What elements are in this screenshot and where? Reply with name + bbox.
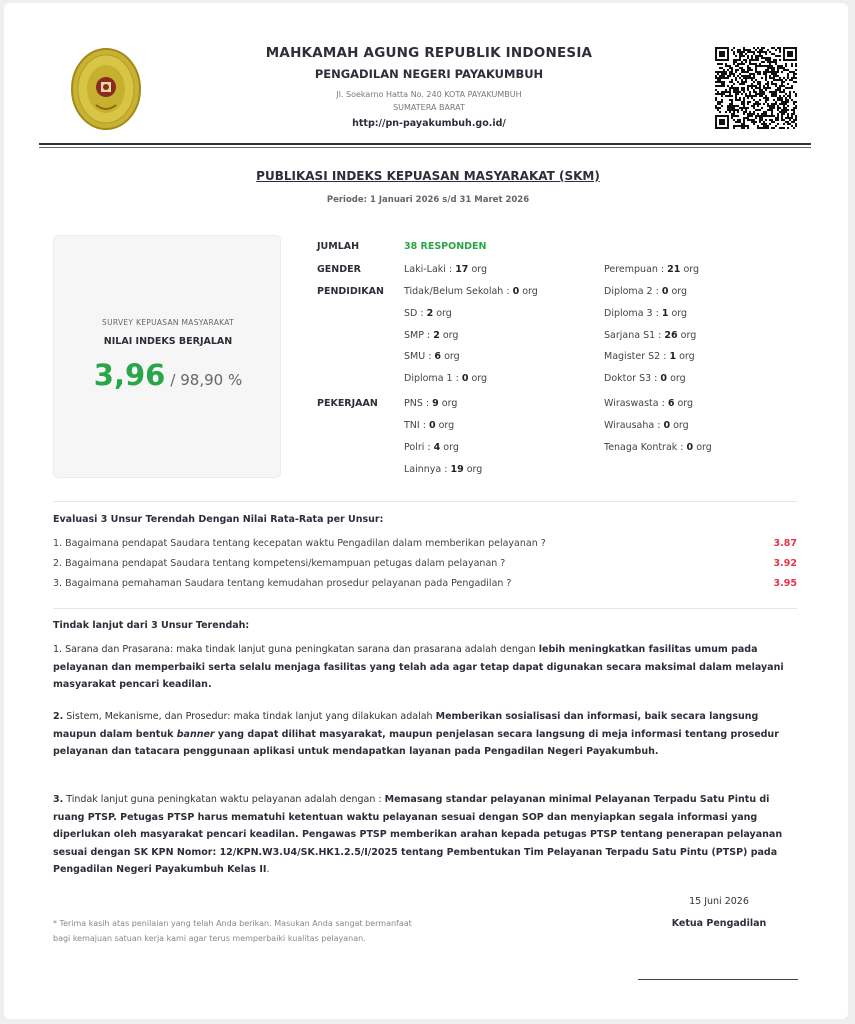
evaluasi-score: 3.87 xyxy=(773,538,797,549)
stat-item: PNS : 9 org xyxy=(404,398,458,409)
stat-item: TNI : 0 org xyxy=(404,420,455,431)
period: Periode: 1 Januari 2026 s/d 31 Maret 2026 xyxy=(326,195,530,205)
card-label: SURVEY KEPUASAN MASYARAKAT xyxy=(102,318,234,327)
header-rule-thin xyxy=(39,147,811,148)
jumlah-label: JUMLAH xyxy=(317,241,360,252)
card-value xyxy=(54,358,282,392)
court-address xyxy=(234,88,624,114)
qr-code-icon xyxy=(715,47,797,129)
stat-item: Perempuan : 21 org xyxy=(604,264,700,275)
court-branch: PENGADILAN NEGERI PAYAKUMBUH xyxy=(314,67,544,81)
stat-item: Laki-Laki : 17 org xyxy=(404,264,488,275)
divider xyxy=(53,608,797,609)
address-line-2: SUMATERA BARAT xyxy=(393,103,465,112)
pendidikan-label: PENDIDIKAN xyxy=(317,286,384,297)
page-title: PUBLIKASI INDEKS KEPUASAN MASYARAKAT (SKM) xyxy=(256,169,600,183)
index-percent: / 98,90 % xyxy=(170,371,243,389)
evaluasi-question: 2. Bagaimana pendapat Saudara tentang kompetensi/kemampuan petugas dalam pelayanan ? xyxy=(53,558,506,569)
stat-item: Magister S2 : 1 org xyxy=(604,351,695,362)
gender-label: GENDER xyxy=(317,264,361,275)
court-url: http://pn-payakumbuh.go.id/ xyxy=(352,118,506,129)
stat-item: Polri : 4 org xyxy=(404,442,459,453)
signature-date: 15 Juni 2026 xyxy=(689,896,749,907)
header-rule xyxy=(39,143,811,145)
evaluasi-score: 3.92 xyxy=(773,558,797,569)
pekerjaan-label: PEKERJAAN xyxy=(317,398,378,409)
stat-item: Doktor S3 : 0 org xyxy=(604,373,686,384)
stat-item: Diploma 1 : 0 org xyxy=(404,373,488,384)
document-page xyxy=(4,3,848,1019)
stat-item: SMU : 6 org xyxy=(404,351,460,362)
evaluasi-score: 3.95 xyxy=(773,578,797,589)
evaluasi-question: 3. Bagaimana pemahaman Saudara tentang kemudahan prosedur pelayanan pada Pengadilan ? xyxy=(53,578,512,589)
court-name: MAHKAMAH AGUNG REPUBLIK INDONESIA xyxy=(265,45,593,61)
stat-item: SMP : 2 org xyxy=(404,330,459,341)
stat-item: Diploma 3 : 1 org xyxy=(604,308,688,319)
divider xyxy=(53,501,797,502)
signer-title: Ketua Pengadilan xyxy=(671,918,767,929)
stat-item: Sarjana S1 : 26 org xyxy=(604,330,697,341)
stat-item: Diploma 2 : 0 org xyxy=(604,286,688,297)
tindak-paragraph-1: 1. Sarana dan Prasarana: maka tindak lanjut guna peningkatan sarana dan prasarana adalah dengan lebih meningkatkan fasilitas umum pada pelayanan dan memperbaiki serta selalu menjaga fasilitas yang telah ada agar tetap dapat digunakan secara maksimal dalam melayani masyarakat pencari keadilan. xyxy=(53,644,784,690)
stat-item: Lainnya : 19 org xyxy=(404,464,483,475)
jumlah-value: 38 RESPONDEN xyxy=(404,241,487,252)
address-line-1: Jl. Soekarno Hatta No. 240 KOTA PAYAKUMBUH xyxy=(336,90,522,99)
index-score: 3,96 xyxy=(93,358,166,392)
stat-item: Wirausaha : 0 org xyxy=(604,420,689,431)
stat-item: Tidak/Belum Sekolah : 0 org xyxy=(404,286,538,297)
stat-item: Wiraswasta : 6 org xyxy=(604,398,694,409)
tindak-paragraph-3: 3. Tindak lanjut guna peningkatan waktu pelayanan adalah dengan : Memasang standar pelayanan minimal Pelayanan Terpadu Satu Pintu di ruang PTSP. Petugas PTSP harus mematuhi ketentuan waktu pelayanan sesuai dengan SOP dan menyiapkan segala informasi yang diperlukan oleh masyarakat pencari keadilan. Pengawas PTSP memberikan arahan kepada petugas PTSP tentang penerapan pelayanan sesuai dengan SK KPN Nomor: 12/KPN.W3.U4/SK.HK1.2.5/I/2025 tentang Pembentukan Tim Pelayanan Terpadu Satu Pintu (PTSP) pada Pengadilan Negeri Payakumbuh Kelas II. xyxy=(53,794,783,875)
evaluasi-title: Evaluasi 3 Unsur Terendah Dengan Nilai Rata-Rata per Unsur: xyxy=(53,514,384,525)
stat-item: Tenaga Kontrak : 0 org xyxy=(604,442,712,453)
thank-you-note: * Terima kasih atas penilaian yang telah Anda berikan. Masukan Anda sangat bermanfaat bagi kemajuan satuan kerja kami agar terus memperbaiki kualitas pelayanan. xyxy=(53,919,412,943)
evaluasi-question: 1. Bagaimana pendapat Saudara tentang kecepatan waktu Pengadilan dalam memberikan pelayanan ? xyxy=(53,538,546,549)
tindak-paragraph-2: 2. Sistem, Mekanisme, dan Prosedur: maka tindak lanjut yang dilakukan adalah Memberikan sosialisasi dan informasi, baik secara langsung maupun dalam bentuk banner yang dapat dilihat masyarakat, maupun penjelasan secara langsung di meja informasi tentang prosedur pelayanan dan tatacara penggunaan aplikasi untuk mendapatkan layanan pada Pengadilan Negeri Payakumbuh. xyxy=(53,711,779,757)
tindak-title: Tindak lanjut dari 3 Unsur Terendah: xyxy=(53,620,250,631)
court-emblem-icon xyxy=(70,47,142,131)
stat-item: SD : 2 org xyxy=(404,308,452,319)
card-title: NILAI INDEKS BERJALAN xyxy=(103,336,233,347)
signature-line xyxy=(638,979,798,980)
index-card xyxy=(53,235,281,478)
